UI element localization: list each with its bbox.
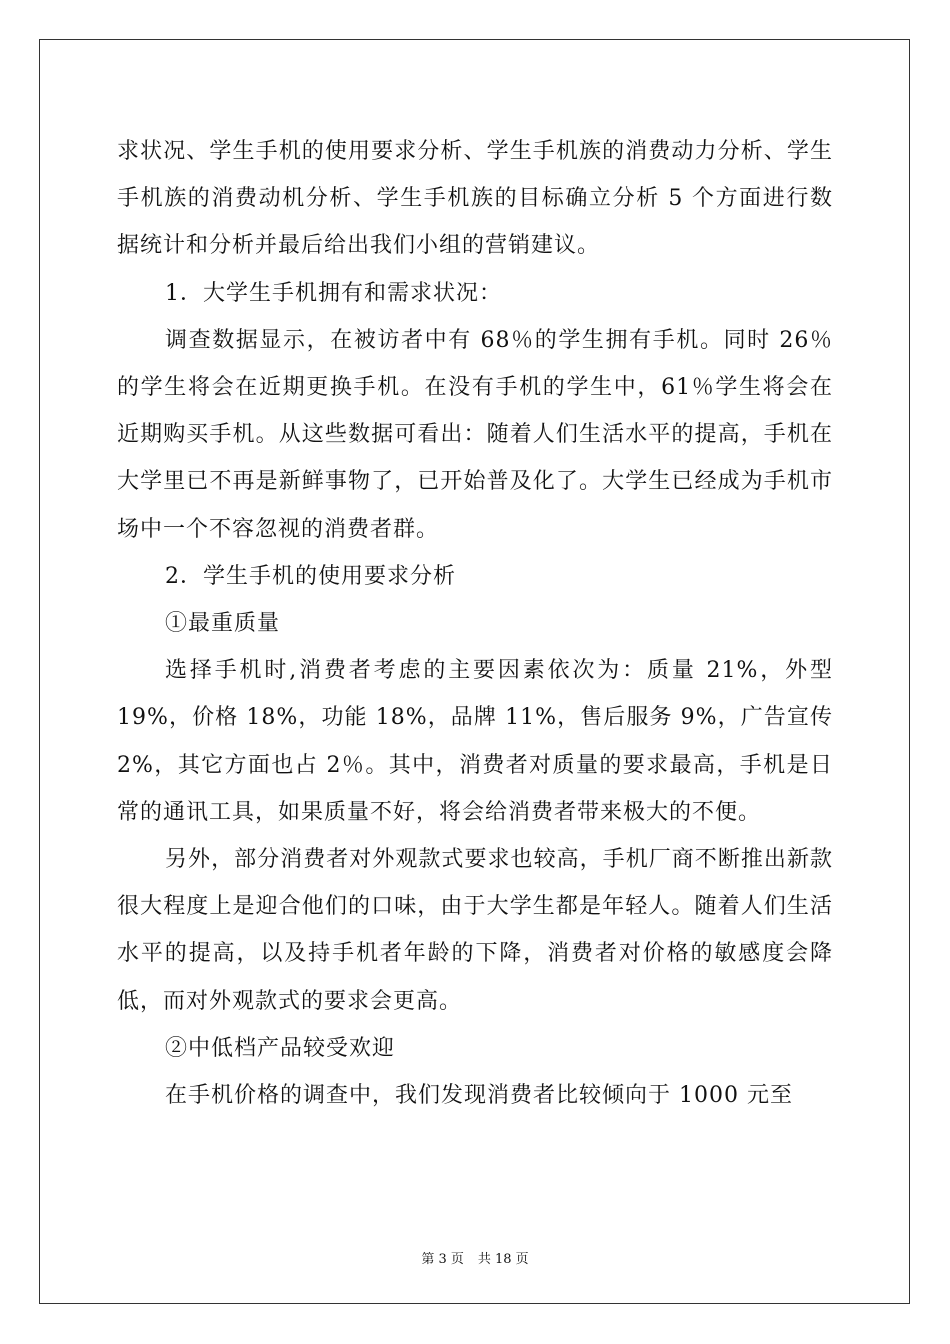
document-body <box>117 128 833 1119</box>
paragraph-ownership: 调查数据显示，在被访者中有 68％的学生拥有手机。同时 26％的学生将会在近期更换手机。在没有手机的学生中，61％学生将会在近期购买手机。从这些数据可看出：随着人们生活水平的提高，手机在大学里已不再是新鲜事物了，已开始普及化了。大学生已经成为手机市场中一个不容忽视的消费者群。 <box>117 327 833 542</box>
page-footer <box>0 1248 950 1267</box>
section-heading-2: 2．学生手机的使用要求分析 <box>165 563 456 589</box>
paragraph-continuation: 求状况、学生手机的使用要求分析、学生手机族的消费动力分析、学生手机族的消费动机分析、学生手机族的目标确立分析 5 个方面进行数据统计和分析并最后给出我们小组的营销建议。 <box>117 139 833 259</box>
paragraph-factors: 选择手机时,消费者考虑的主要因素依次为：质量 21%，外型 19%，价格 18%，功能 18%，品牌 11%，售后服务 9%，广告宣传 2%，其它方面也占 2％。其中，消费者对质量的要求最高，手机是日常的通讯工具，如果质量不好，将会给消费者带来极大的不便。 <box>117 658 833 825</box>
section-heading-1: 1．大学生手机拥有和需求状况： <box>165 280 502 306</box>
subheading-mid-low-products: ②中低档产品较受欢迎 <box>165 1035 396 1061</box>
page-number: 第 3 页 <box>421 1252 464 1267</box>
page-total: 共 18 页 <box>477 1252 529 1267</box>
paragraph-price: 在手机价格的调查中，我们发现消费者比较倾向于 1000 元至 <box>165 1083 793 1109</box>
paragraph-appearance: 另外，部分消费者对外观款式要求也较高，手机厂商不断推出新款很大程度上是迎合他们的口味，由于大学生都是年轻人。随着人们生活水平的提高，以及持手机者年龄的下降，消费者对价格的敏感度会降低，而对外观款式的要求会更高。 <box>117 847 833 1014</box>
subheading-quality: ①最重质量 <box>165 611 281 637</box>
